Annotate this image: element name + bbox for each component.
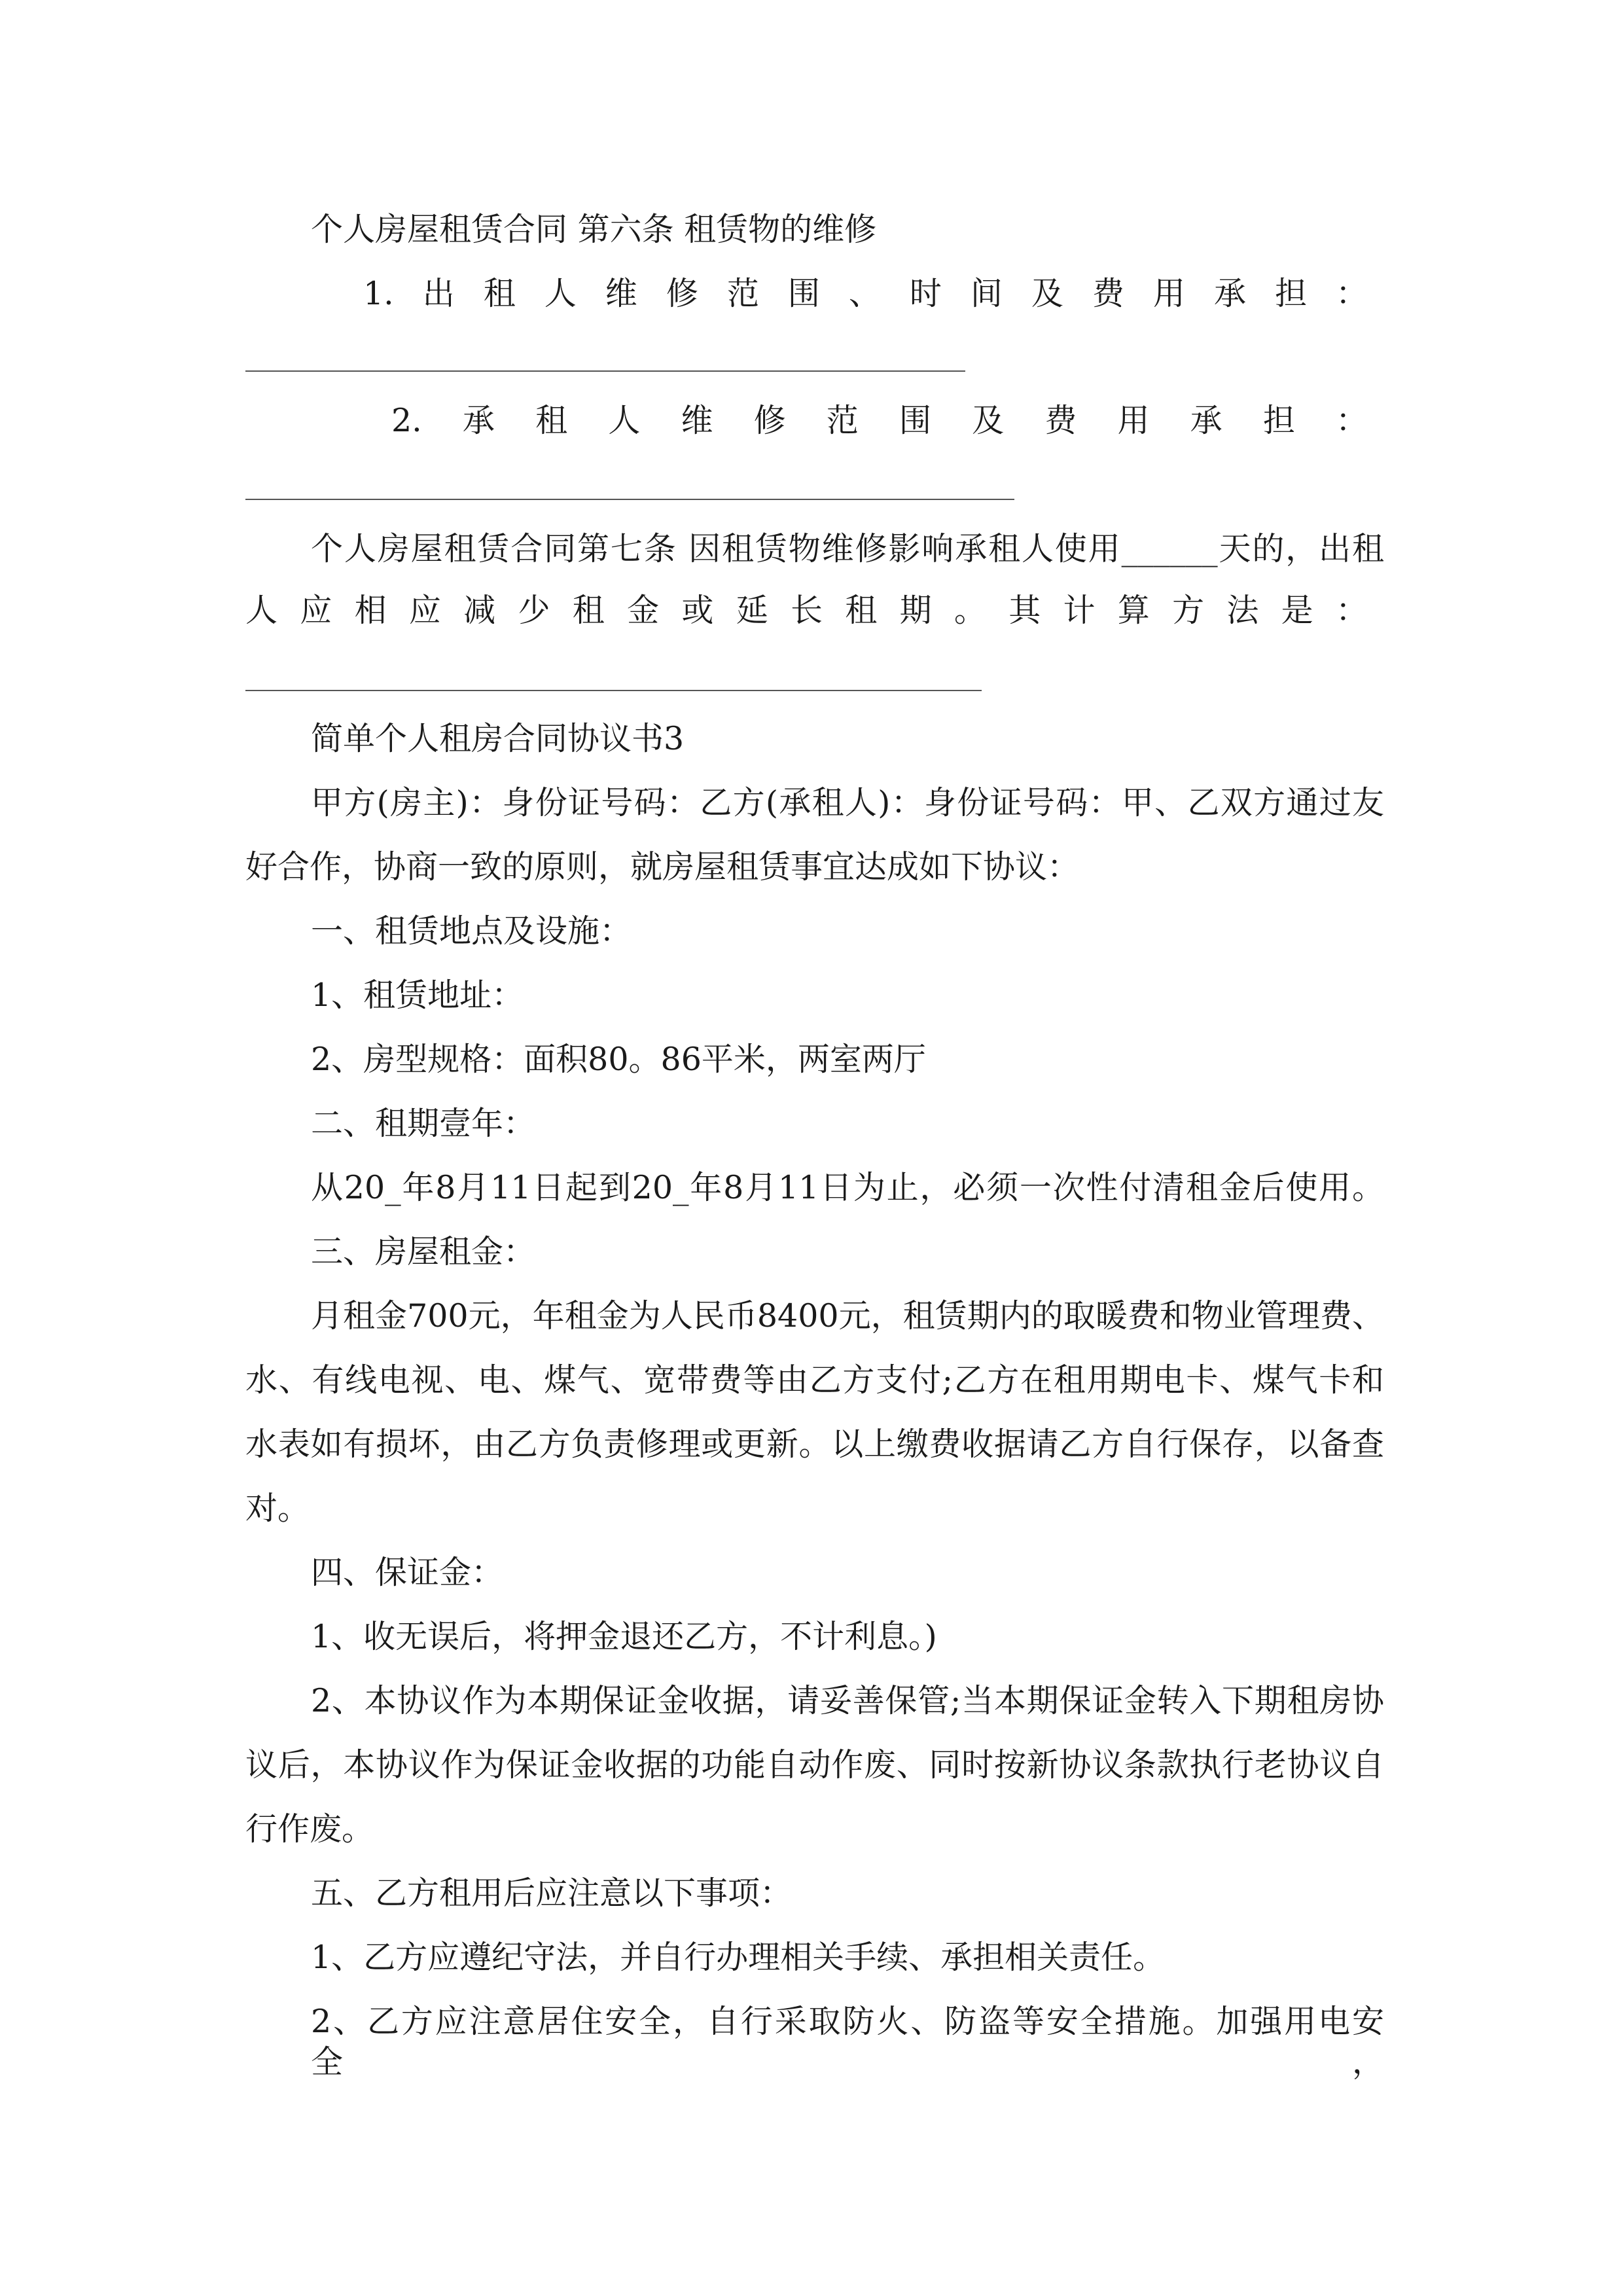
section2-text: 从20_年8月11日起到20_年8月11日为止，必须一次性付清租金后使用。 [311,1169,1384,1206]
section5-item-2: 2、乙方应注意居住安全，自行采取防火、防盗等安全措施。加强用电安全， [311,2003,1384,2081]
section1-item-2: 2、房型规格：面积80。86平米，两室两厅 [311,1041,926,1078]
section3-line-2: 水、有线电视、电、煤气、宽带费等由乙方支付;乙方在租用期电卡、煤气卡和 [245,1361,1384,1399]
agreement-title: 简单个人租房合同协议书3 [311,720,685,757]
section3-line-1: 月租金700元，年租金为人民币8400元，租赁期内的取暖费和物业管理费、 [311,1297,1384,1335]
section3-line-3: 水表如有损坏，由乙方负责修理或更新。以上缴费收据请乙方自行保存，以备查 [245,1426,1384,1463]
article7-line-1: 个人房屋租赁合同第七条 因租赁物维修影响承租人使用______天的，出租 [311,530,1384,567]
section4-item-2-line-2: 议后，本协议作为保证金收据的功能自动作废、同时按新协议条款执行老协议自 [245,1746,1384,1784]
fill-in-blank-line-1 [245,370,965,372]
section1-title: 一、租赁地点及设施： [311,912,632,950]
section5-item-1: 1、乙方应遵纪守法，并自行办理相关手续、承担相关责任。 [311,1939,1166,1976]
fill-in-blank-line-2 [245,499,1014,500]
section4-title: 四、保证金： [311,1554,504,1591]
section3-line-4: 对。 [245,1490,310,1527]
section5-title: 五、乙方租用后应注意以下事项： [311,1874,793,1912]
fill-in-blank-line-3 [245,690,982,691]
section4-item-2-line-1: 2、本协议作为本期保证金收据，请妥善保管;当本期保证金转入下期租房协 [311,1682,1384,1719]
section4-item-1: 1、收无误后，将押金退还乙方，不计利息。) [311,1618,937,1655]
article6-item-1: 1.出租人维修范围、时间及费用承担： [363,275,1368,312]
article6-item-2: 2.承租人维修范围及费用承担： [391,402,1368,439]
parties-line-1: 甲方(房主)：身份证号码：乙方(承租人)：身份证号码：甲、乙双方通过友 [311,784,1384,821]
section2-title: 二、租期壹年： [311,1105,536,1142]
article7-line-2: 人应相应减少租金或延长租期。其计算方法是： [245,592,1368,629]
section3-title: 三、房屋租金： [311,1233,536,1270]
section4-item-2-line-3: 行作废。 [245,1810,374,1848]
section1-item-1: 1、租赁地址： [311,977,524,1014]
parties-line-2: 好合作，协商一致的原则，就房屋租赁事宜达成如下协议： [245,848,1080,886]
article6-heading: 个人房屋租赁合同 第六条 租赁物的维修 [311,211,877,248]
